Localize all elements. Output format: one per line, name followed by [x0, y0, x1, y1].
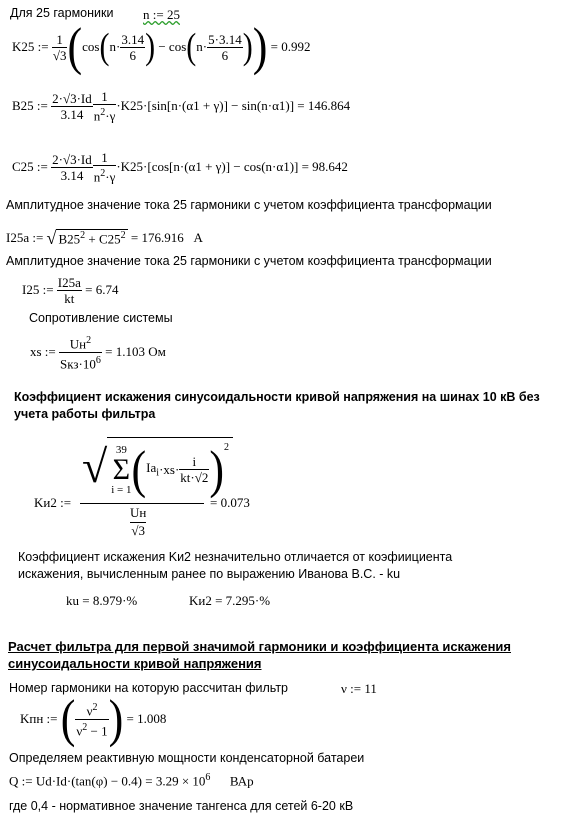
k25-paren1-open: ( [99, 25, 110, 67]
i25a-lhs: I25a := [6, 230, 44, 245]
ki2-pow: 2 [224, 441, 230, 453]
k25-cos1: cos [82, 39, 100, 54]
q-sup: 6 [205, 772, 211, 783]
ki2-main-fraction-bar [80, 503, 204, 504]
harmonic-label: Для 25 гармоники [10, 6, 114, 20]
k25-paren1-close: ) [145, 25, 156, 67]
i25a-formula [6, 225, 203, 251]
i25a-radicand: $B25^2 + C25^2$ [58, 229, 126, 247]
b25-formula [12, 84, 350, 128]
ku-value: ku = 8.979·% [66, 593, 138, 608]
ki2-den-un: Uн [130, 505, 147, 520]
k25-result: = 0.992 [270, 39, 311, 54]
k25-coef [52, 32, 68, 63]
ki2-lhs: Kи2 := [34, 495, 72, 510]
q-unit: ВАр [229, 773, 254, 789]
text-amplitude-2: Амплитудное значение тока 25 гармоники с учетом коэффициента трансформации [6, 254, 492, 268]
ki2-radicand [107, 437, 233, 498]
ki2-denominator [130, 505, 146, 539]
n-def-text: n := 25 [143, 7, 180, 22]
kpn-lhs: Kпн := [20, 711, 58, 726]
c25-formula [12, 145, 348, 189]
xs-result: = 1.103 Ом [105, 344, 166, 359]
k25-coef-den: √3 [52, 47, 67, 63]
k25-open-paren: ( [67, 16, 83, 76]
ki2-sum: 39 Σ i = 1 [111, 443, 132, 496]
text-distortion-coef: Коэффициент искажения синусоидальности кривой напряжения на шинах 10 кВ без учета работы фильтра [14, 390, 540, 421]
i25a-radical: √ [46, 227, 57, 248]
k25-coef-num: 1 [56, 31, 63, 47]
xs-formula [30, 329, 166, 375]
k25-cos2: cos [168, 39, 187, 54]
text-tangent-note: где 0,4 - нормативное значение тангенса для сетей 6-20 кВ [9, 799, 354, 813]
xs-frac: $\frac{Uн^2}{Sкз\cdot 10^6}$ [60, 335, 101, 371]
kpn-formula [20, 689, 167, 748]
text-amplitude-1: Амплитудное значение тока 25 гармоники с учетом коэффициента трансформации [6, 198, 492, 212]
i25a-result: = 176.916 [130, 230, 184, 245]
i25-formula [22, 272, 118, 308]
ki2-close-paren: ) [209, 439, 225, 499]
b25-lhs: B25 := [12, 98, 48, 113]
k25-paren2-open: ( [186, 25, 197, 67]
ki2-value: Kи2 = 7.295·% [189, 593, 271, 608]
b25-frac2: $\frac{1}{n^2\cdot\gamma}$ [93, 88, 116, 124]
n-definition [143, 7, 180, 23]
k25-close-paren: ) [252, 16, 268, 76]
ki2-inner-frac: $\frac{i}{kt\cdot√2}$ [180, 454, 209, 485]
i25-frac: $\frac{I25a}{kt}$ [57, 274, 81, 306]
c25-rhs: ·K25·[cos[n·(α1 + γ)] − cos(n·α1)] = 98.642 [116, 159, 348, 174]
k25-minus: − [158, 39, 166, 54]
section-heading: Расчет фильтра для первой значимой гармоники и коэффициента искажения синусоидальности кривой напряжения [8, 639, 511, 671]
ki2-ia: $Ia_i$ [146, 460, 160, 479]
b25-rhs: ·K25·[sin[n·(α1 + γ)] − sin(n·α1)] = 146.864 [116, 98, 351, 113]
ki2-radical: √ [82, 441, 108, 492]
c25-lhs: C25 := [12, 159, 48, 174]
kpn-open-paren: ( [60, 689, 76, 748]
xs-lhs: xs := [30, 344, 56, 359]
q-formula [9, 772, 254, 789]
ki2-numerator [82, 435, 233, 499]
q-expr: Q := Ud·Id·(tan(φ) − 0.4) = 3.29 × 10 [9, 773, 206, 789]
k25-b-frac: $\frac{5\cdot 3.14}{6}$ [208, 31, 242, 63]
k25-n2: n [196, 39, 203, 54]
kpn-result: = 1.008 [126, 711, 167, 726]
i25-lhs: I25 := [22, 282, 54, 297]
text-reactive-power: Определяем реактивную мощности конденсаторной батареи [9, 751, 365, 765]
ki2-result: = 0.073 [210, 495, 250, 510]
ki2-den-sqrt: √3 [131, 523, 145, 538]
kpn-close-paren: ) [108, 689, 124, 748]
k25-n1: n [109, 39, 116, 54]
k25-paren2-close: ) [242, 25, 253, 67]
k25-formula: K25 := $\frac{1}{√3}$ ( cos ( n · $\frac{3.14}{6}$ ) − cos ( n · $\frac{5\cdot 3.14}{6}$ ) ) = 0.992 [12, 16, 311, 76]
b25-frac1: $\frac{2\cdot√3\cdot Id}{3.14}$ [52, 90, 92, 122]
c25-frac2: $\frac{1}{n^2\cdot\gamma}$ [93, 149, 116, 185]
i25a-unit: A [193, 230, 203, 245]
text-filter-harmonic: Номер гармоники на которую рассчитан фильтр [9, 681, 288, 695]
k25-lhs: K25 := [12, 39, 49, 54]
ki2-xs: ·xs· [159, 461, 180, 477]
text-comparison: Коэффициент искажения Kи2 незначительно отличается от коэфиициента искажения, вычисленным ранее по выражению Иванова В.С. - ku [18, 550, 453, 581]
i25-result: = 6.74 [85, 282, 119, 297]
text-system-resistance: Сопротивление системы [29, 311, 173, 325]
kpn-frac: $\frac{\nu^2}{\nu^2 - 1}$ [76, 702, 108, 738]
c25-frac1: $\frac{2\cdot√3\cdot Id}{3.14}$ [52, 151, 92, 183]
k25-a-frac: $\frac{3.14}{6}$ [121, 31, 145, 63]
ki2-open-paren: ( [131, 439, 147, 499]
nu-definition: ν := 11 [341, 681, 377, 696]
